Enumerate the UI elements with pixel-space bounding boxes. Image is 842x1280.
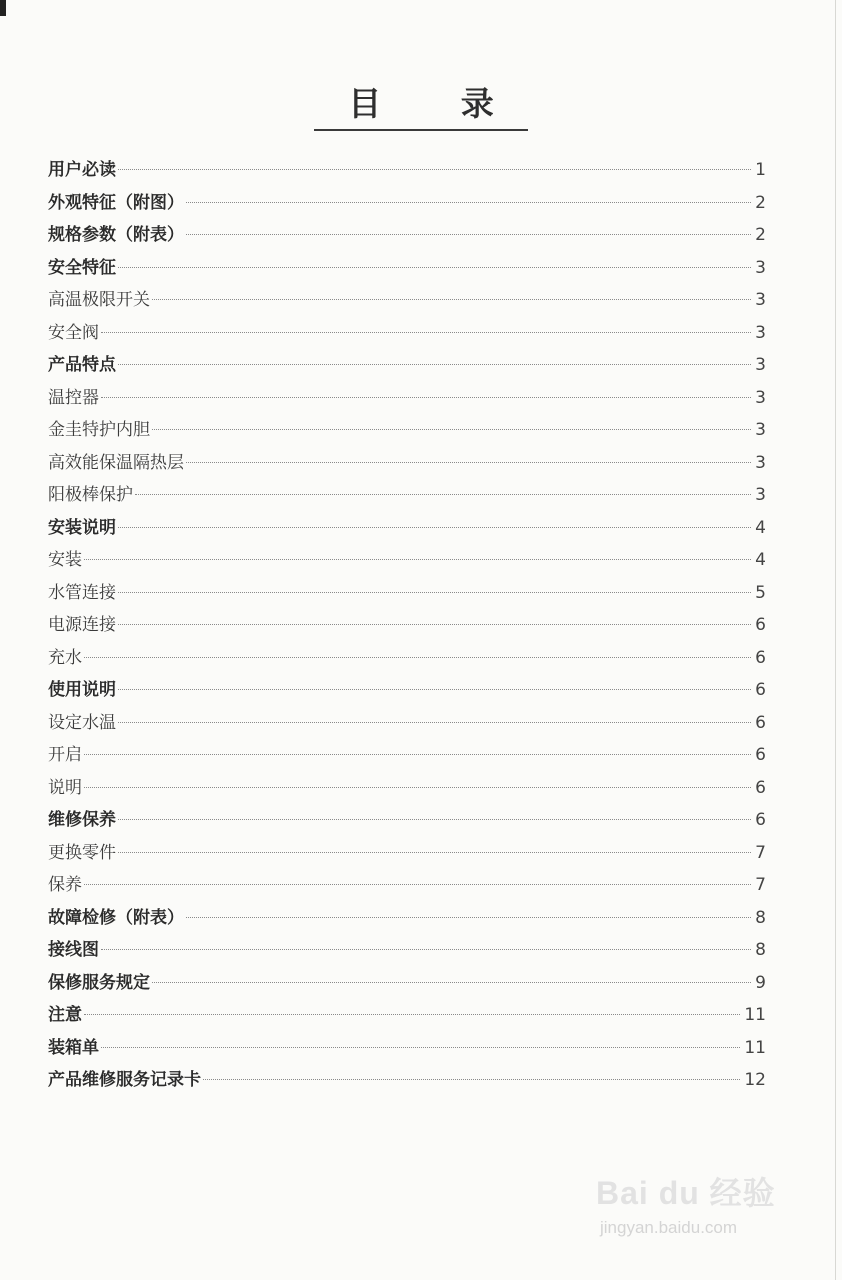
dot-leader [118, 819, 751, 820]
toc-entry-page-number: 6 [755, 615, 766, 635]
toc-entry-label: 用户必读 [48, 160, 116, 180]
toc-entry [48, 382, 766, 415]
toc-entry [48, 317, 766, 350]
baidu-jingyan-watermark [596, 1150, 796, 1255]
toc-entry-page-number: 1 [755, 160, 766, 180]
toc-entry-label: 外观特征（附图） [48, 192, 184, 213]
dot-leader [118, 722, 751, 723]
toc-entry-label: 安全阀 [48, 322, 99, 343]
toc-entry [48, 707, 766, 740]
toc-entry-label: 安装 [48, 550, 82, 570]
toc-entry-page-number: 6 [755, 810, 766, 830]
toc-entry-label: 保修服务规定 [48, 972, 150, 993]
dot-leader [203, 1079, 740, 1080]
dot-leader [186, 462, 751, 463]
dot-leader [84, 884, 751, 885]
toc-entry-label: 产品维修服务记录卡 [48, 1070, 201, 1090]
dot-leader [84, 1014, 740, 1015]
toc-entry-page-number: 6 [755, 680, 766, 700]
table-of-contents [48, 154, 766, 1097]
toc-entry-page-number: 7 [755, 875, 766, 895]
toc-entry-label: 故障检修（附表） [48, 907, 184, 928]
toc-entry [48, 219, 766, 252]
toc-entry [48, 187, 766, 220]
toc-entry-label: 安全特征 [48, 257, 116, 278]
toc-entry-label: 安装说明 [48, 517, 116, 538]
dot-leader [84, 754, 751, 755]
toc-entry-label: 水管连接 [48, 582, 116, 603]
toc-entry-label: 高效能保温隔热层 [48, 452, 184, 473]
toc-entry [48, 154, 766, 187]
toc-entry-page-number: 6 [755, 647, 766, 668]
toc-entry [48, 512, 766, 545]
toc-entry [48, 934, 766, 967]
dot-leader [186, 202, 751, 203]
toc-entry-label: 温控器 [48, 387, 99, 408]
toc-entry [48, 1064, 766, 1097]
toc-entry-label: 维修保养 [48, 810, 116, 830]
watermark-url: jingyan.baidu.com [600, 1218, 738, 1237]
toc-entry-label: 接线图 [48, 940, 99, 960]
dot-leader [118, 527, 751, 528]
toc-entry-page-number: 3 [755, 257, 766, 278]
toc-entry-label: 电源连接 [48, 615, 116, 635]
toc-entry-label: 注意 [48, 1005, 82, 1025]
toc-entry-label: 装箱单 [48, 1037, 99, 1058]
toc-entry-page-number: 3 [755, 355, 766, 375]
page-title: 目 录 [314, 78, 528, 131]
dot-leader [101, 397, 751, 398]
toc-entry-label: 说明 [48, 777, 82, 798]
toc-entry [48, 349, 766, 382]
toc-entry [48, 837, 766, 870]
toc-entry [48, 772, 766, 805]
dot-leader [118, 267, 751, 268]
toc-entry-page-number: 6 [755, 745, 766, 765]
dot-leader [152, 982, 751, 983]
toc-entry-page-number: 6 [755, 712, 766, 733]
watermark-brand: Bai du 经验 [596, 1175, 776, 1211]
toc-entry [48, 967, 766, 1000]
dot-leader [118, 169, 751, 170]
dot-leader [152, 429, 751, 430]
dot-leader [101, 949, 751, 950]
page-edge [835, 0, 836, 1280]
toc-entry-page-number: 3 [755, 420, 766, 440]
toc-entry [48, 609, 766, 642]
toc-entry-label: 更换零件 [48, 842, 116, 863]
toc-entry [48, 739, 766, 772]
toc-entry-page-number: 3 [755, 290, 766, 310]
toc-entry [48, 577, 766, 610]
dot-leader [101, 332, 751, 333]
toc-entry-label: 金圭特护内胆 [48, 420, 150, 440]
toc-entry [48, 544, 766, 577]
toc-entry-page-number: 6 [755, 777, 766, 798]
toc-entry-label: 充水 [48, 647, 82, 668]
toc-entry-page-number: 4 [755, 550, 766, 570]
toc-entry-page-number: 3 [755, 452, 766, 473]
dot-leader [186, 234, 751, 235]
title-container [0, 78, 842, 131]
toc-entry-label: 规格参数（附表） [48, 225, 184, 245]
toc-entry-page-number: 3 [755, 485, 766, 505]
dot-leader [101, 1047, 740, 1048]
toc-entry-label: 保养 [48, 875, 82, 895]
toc-entry-page-number: 2 [755, 192, 766, 213]
toc-entry [48, 902, 766, 935]
dot-leader [152, 299, 751, 300]
toc-entry [48, 999, 766, 1032]
toc-entry [48, 1032, 766, 1065]
toc-entry-page-number: 8 [755, 940, 766, 960]
toc-entry-page-number: 3 [755, 322, 766, 343]
toc-entry-page-number: 8 [755, 907, 766, 928]
toc-entry-label: 阳极棒保护 [48, 485, 133, 505]
toc-entry [48, 414, 766, 447]
dot-leader [135, 494, 751, 495]
toc-entry-page-number: 12 [744, 1070, 766, 1090]
toc-entry-page-number: 11 [744, 1037, 766, 1058]
toc-entry-label: 高温极限开关 [48, 290, 150, 310]
toc-entry [48, 674, 766, 707]
toc-entry-page-number: 7 [755, 842, 766, 863]
toc-entry [48, 447, 766, 480]
toc-entry-label: 开启 [48, 745, 82, 765]
toc-entry [48, 642, 766, 675]
toc-entry-page-number: 3 [755, 387, 766, 408]
toc-entry-label: 设定水温 [48, 712, 116, 733]
dot-leader [84, 657, 751, 658]
toc-entry-label: 产品特点 [48, 355, 116, 375]
toc-entry [48, 252, 766, 285]
toc-entry [48, 479, 766, 512]
dot-leader [118, 852, 751, 853]
dot-leader [118, 624, 751, 625]
dot-leader [186, 917, 751, 918]
dot-leader [84, 559, 751, 560]
toc-entry [48, 284, 766, 317]
toc-entry [48, 869, 766, 902]
dot-leader [84, 787, 751, 788]
dot-leader [118, 689, 751, 690]
dot-leader [118, 592, 751, 593]
toc-entry-page-number: 9 [755, 972, 766, 993]
toc-entry-label: 使用说明 [48, 680, 116, 700]
dot-leader [118, 364, 751, 365]
toc-entry-page-number: 2 [755, 225, 766, 245]
toc-entry-page-number: 4 [755, 517, 766, 538]
toc-entry-page-number: 5 [755, 582, 766, 603]
toc-entry-page-number: 11 [744, 1005, 766, 1025]
toc-entry [48, 804, 766, 837]
scan-corner-mark [0, 0, 6, 16]
